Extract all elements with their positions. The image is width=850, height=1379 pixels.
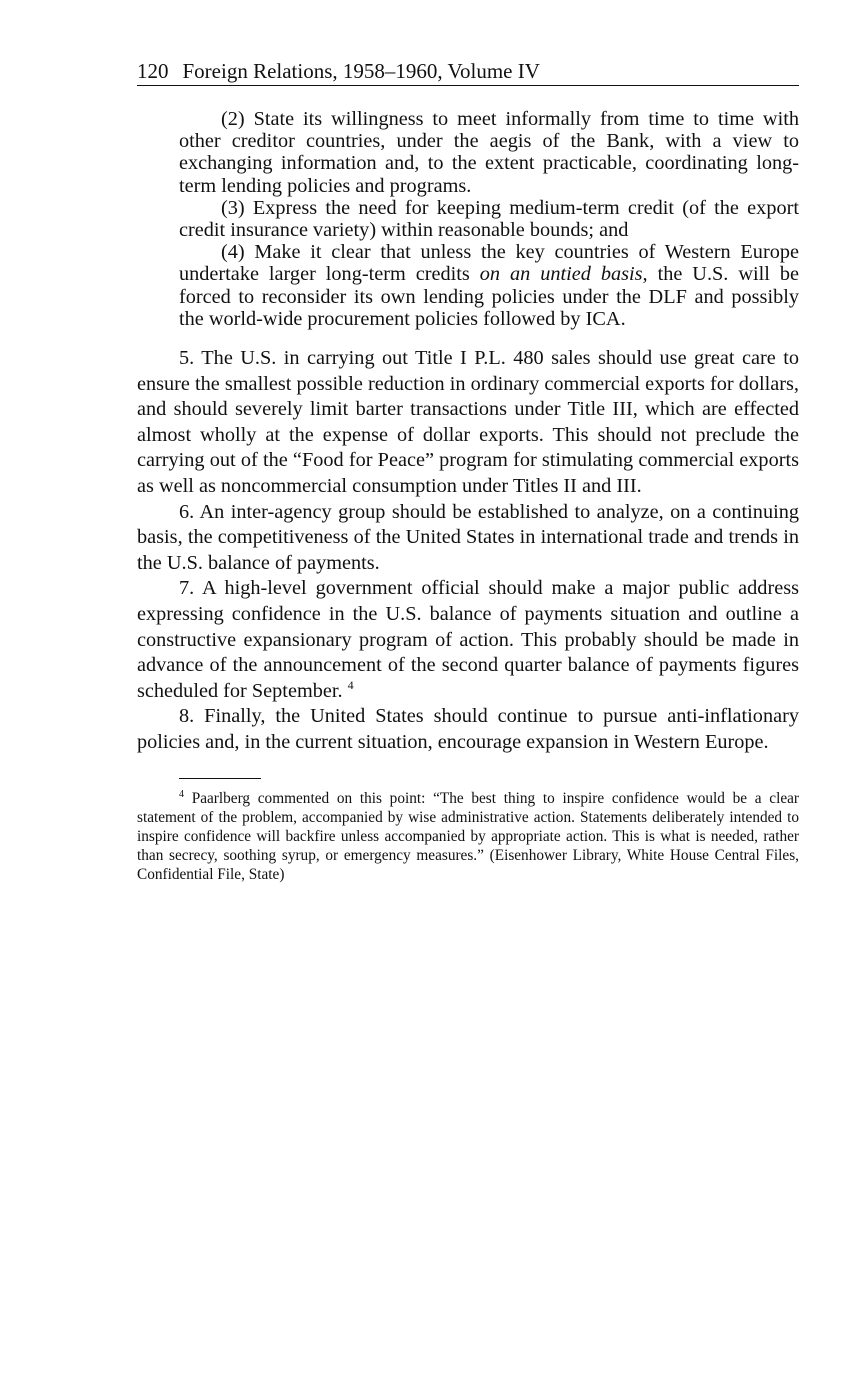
- footnote-text: Paarlberg commented on this point: “The best thing to inspire confidence would be a clear statement of the problem, accompanied by wise administrative action. Statements deliberately intended to inspire confidence will backfire unless accompanied by appropriate action. This is what is needed, rather than secrecy, soothing syrup, or emergency measures.” (Eisenhower Library, White House Central Files, Confidential File, State): [137, 789, 799, 884]
- paragraph-8: 8. Finally, the United States should continue to pursue anti-inflationary policies and, in the current situation, encourage expansion in Western Europe.: [137, 705, 799, 753]
- subitem-4-text-before: (4) Make it clear that unless the key countries of Western Europe undertake larger long-term credits: [179, 241, 799, 286]
- subitem-4: [179, 241, 799, 330]
- footnote-number: 4: [179, 788, 184, 800]
- running-head: [137, 58, 799, 86]
- paragraph-5: 5. The U.S. in carrying out Title I P.L. 480 sales should use great care to ensure the smallest possible reduction in ordinary commercial exports for dollars, and should severely limit barter transactions under Title III, which are effected almost wholly at the expense of dollar exports. This should not preclude the carrying out of the “Food for Peace” program for stimulating commercial exports as well as noncommercial consumption under Titles II and III.: [137, 347, 799, 497]
- main-text: [137, 346, 799, 756]
- running-head-title: Foreign Relations, 1958–1960, Volume IV: [182, 59, 540, 83]
- subitem-2: (2) State its willingness to meet informally from time to time with other creditor countries, under the aegis of the Bank, with a view to exchanging information and, to the extent practicable, coordinating long-term lending policies and programs.: [179, 108, 799, 197]
- footnote: [137, 789, 799, 885]
- document-page: [137, 58, 799, 885]
- paragraph-6: 6. An inter-agency group should be established to analyze, on a continuing basis, the competitiveness of the United States in international trade and trends in the U.S. balance of payments.: [137, 500, 799, 574]
- recommendation-subitems: [137, 108, 799, 330]
- paragraph-7-text: 7. A high-level government official should make a major public address expressing confidence in the U.S. balance of payments situation and outline a constructive expansionary program of action. This probably should be made in advance of the announcement of the second quarter balance of payments figures scheduled for September.: [137, 577, 799, 702]
- paragraph-7: [137, 576, 799, 704]
- footnote-reference[interactable]: 4: [347, 677, 354, 692]
- subitem-4-emphasis: on an untied basis,: [479, 263, 648, 286]
- page-number: 120: [137, 59, 169, 83]
- footnote-divider: [179, 778, 261, 779]
- subitem-3: (3) Express the need for keeping medium-term credit (of the export credit insurance variety) within reasonable bounds; and: [179, 196, 799, 242]
- subitem-4-text-after: the U.S. will be forced to reconsider its own lending policies under the DLF and possibly the world-wide procurement policies followed by ICA.: [179, 263, 799, 330]
